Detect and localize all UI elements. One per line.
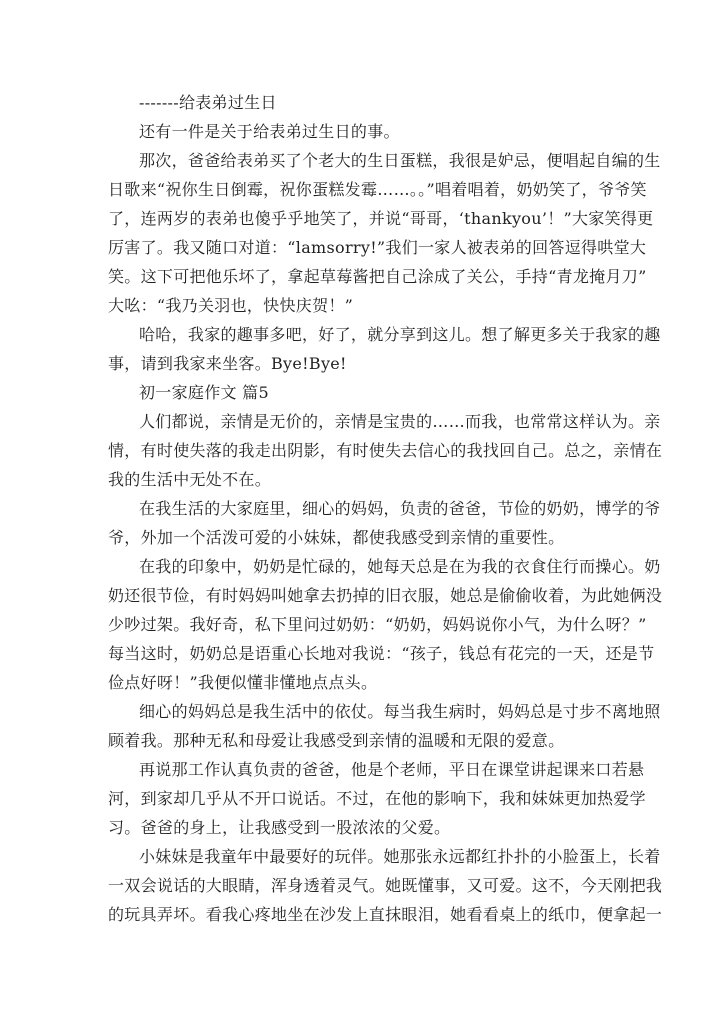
text-line: 在我的印象中，奶奶是忙碌的，她每天总是在为我的衣食住行而操心。奶 xyxy=(139,557,661,576)
paragraph xyxy=(108,146,661,320)
paragraph xyxy=(108,552,663,697)
text-line: 还有一件是关于给表弟过生日的事。 xyxy=(139,122,400,141)
text-line: 每当这时，奶奶总是语重心长地对我说：“孩子，钱总有花完的一天，还是节 xyxy=(108,644,655,663)
document-page xyxy=(108,88,663,929)
text-line: 哈哈，我家的趣事多吧，好了，就分享到这儿。想了解更多关于我家的趣 xyxy=(139,325,661,344)
text-line: 大吆：“我乃关羽也，快快庆贺！” xyxy=(108,296,354,315)
text-line: 奶还很节俭，有时妈妈叫她拿去扔掉的旧衣服，她总是偷偷收着，为此她俩没 xyxy=(108,586,663,605)
text-line: 细心的妈妈总是我生活中的依仗。每当我生病时，妈妈总是寸步不离地照 xyxy=(139,702,661,721)
text-line: 我的生活中无处不在。 xyxy=(108,470,272,489)
paragraph xyxy=(108,88,608,117)
text-line: -------给表弟过生日 xyxy=(139,93,277,112)
text-line: 小妹妹是我童年中最要好的玩伴。她那张永远都红扑扑的小脸蛋上，长着 xyxy=(139,847,661,866)
paragraph xyxy=(108,755,646,842)
text-line: 一双会说话的大眼睛，浑身透着灵气。她既懂事，又可爱。这不，今天刚把我 xyxy=(108,876,663,895)
text-line: 笑。这下可把他乐坏了，拿起草莓酱把自己涂成了关公，手持“青龙掩月刀” xyxy=(108,267,647,286)
paragraph xyxy=(108,697,661,755)
text-line: 人们都说，亲情是无价的，亲情是宝贵的……而我，也常常这样认为。亲 xyxy=(139,412,661,431)
text-line: 俭点好呀！”我便似懂非懂地点点头。 xyxy=(108,673,378,692)
paragraph xyxy=(108,494,661,552)
text-line: 情，有时使失落的我走出阴影，有时使失去信心的我找回自己。总之，亲情在 xyxy=(108,441,663,460)
text-line: 厉害了。我又随口对道：“lamsorry!”我们一家人被表弟的回答逗得哄堂大 xyxy=(108,238,647,257)
text-line: 爷，外加一个活泼可爱的小妹妹，都使我感受到亲情的重要性。 xyxy=(108,528,565,547)
text-line: 了，连两岁的表弟也傻乎乎地笑了，并说“哥哥，‘thankyou’！”大家笑得更 xyxy=(108,209,654,228)
text-line: 在我生活的大家庭里，细心的妈妈，负责的爸爸，节俭的奶奶，博学的爷 xyxy=(139,499,661,518)
text-line: 事，请到我家来坐客。Bye!Bye! xyxy=(108,354,347,373)
text-line: 顾着我。那种无私和母爱让我感受到亲情的温暖和无限的爱意。 xyxy=(108,731,565,750)
paragraph xyxy=(108,117,608,146)
paragraph xyxy=(108,842,663,929)
paragraph xyxy=(108,320,661,378)
text-line: 再说那工作认真负责的爸爸，他是个老师，平日在课堂讲起课来口若悬 xyxy=(139,760,645,779)
text-line: 那次，爸爸给表弟买了个老大的生日蛋糕，我很是妒忌，便唱起自编的生 xyxy=(139,151,661,170)
paragraph xyxy=(108,378,608,407)
text-line: 少吵过架。我好奇，私下里问过奶奶：“奶奶，妈妈说你小气，为什么呀？” xyxy=(108,615,647,634)
text-line: 习。爸爸的身上，让我感受到一股浓浓的父爱。 xyxy=(108,818,451,837)
text-line: 初一家庭作文 篇5 xyxy=(139,383,269,402)
paragraph xyxy=(108,407,663,494)
text-line: 河，到家却几乎从不开口说话。不过，在他的影响下，我和妹妹更加热爱学 xyxy=(108,789,646,808)
text-line: 的玩具弄坏。看我心疼地坐在沙发上直抹眼泪，她看看桌上的纸巾，便拿起一 xyxy=(108,905,663,924)
text-line: 日歌来“祝你生日倒霉，祝你蛋糕发霉……。。”唱着唱着，奶奶笑了，爷爷笑 xyxy=(108,180,647,199)
